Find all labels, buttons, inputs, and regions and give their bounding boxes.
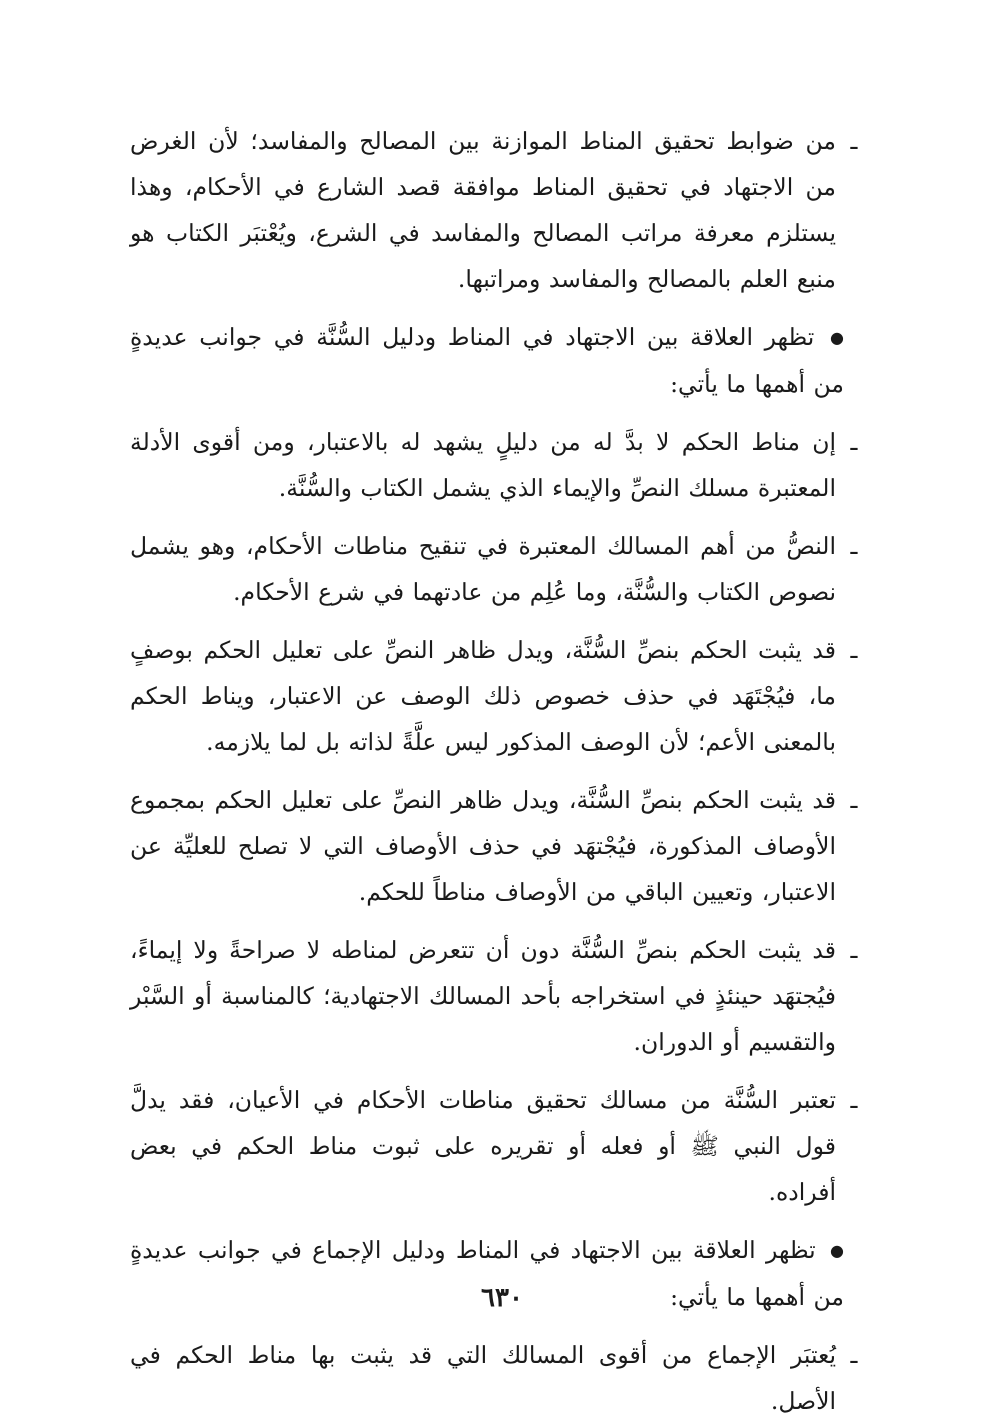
- paragraph-text: من ضوابط تحقيق المناط الموازنة بين المصالح والمفاسد؛ لأن الغرض من الاجتهاد في تحقيق المناط موافقة قصد الشارع في الأحكام، وهذا يستلزم معرفة مراتب المصالح والمفاسد في الشرع، ويُعْتبَر الكتاب هو منبع العلم بالمصالح والمفاسد ومراتبها.: [130, 127, 836, 293]
- dash-marker: ـ: [850, 532, 858, 560]
- page-number: ٦٣٠: [481, 1283, 523, 1313]
- list-item-consensus-strongest: [130, 1332, 866, 1424]
- bullet-marker: ●: [830, 1241, 844, 1260]
- paragraph-text: يُعتبَر الإجماع من أقوى المسالك التي قد يثبت بها مناط الحكم في الأصل.: [130, 1341, 836, 1415]
- dash-marker: ـ: [850, 428, 858, 456]
- paragraph-text: النصُّ من أهم المسالك المعتبرة في تنقيح مناطات الأحكام، وهو يشمل نصوص الكتاب والسُّنَّة، وما عُلِم من عادتهما في شرع الأحكام.: [130, 532, 836, 606]
- dash-marker: ـ: [850, 786, 858, 814]
- paragraph-text: تعتبر السُّنَّة من مسالك تحقيق مناطات الأحكام في الأعيان، فقد يدلَّ قول النبي ﷺ أو فعله أو تقريره على ثبوت مناط الحكم في بعض أفراده.: [130, 1086, 836, 1206]
- list-item-no-mention: [130, 927, 866, 1065]
- list-item-multiple-attributes: [130, 777, 866, 915]
- bullet-marker: ●: [830, 328, 844, 347]
- paragraph-text: إن مناط الحكم لا بدَّ له من دليلٍ يشهد له بالاعتبار، ومن أقوى الأدلة المعتبرة مسلك النصِّ والإيماء الذي يشمل الكتاب والسُّنَّة.: [130, 428, 836, 502]
- dash-marker: ـ: [850, 1086, 858, 1114]
- dash-marker: ـ: [850, 636, 858, 664]
- dash-marker: ـ: [850, 936, 858, 964]
- list-item-evidence: [130, 419, 866, 511]
- dash-marker: ـ: [850, 127, 858, 155]
- paragraph-text: تظهر العلاقة بين الاجتهاد في المناط ودليل السُّنَّة في جوانب عديدةٍ من أهمها ما يأتي:: [130, 323, 844, 398]
- list-item-balance: [130, 118, 866, 302]
- list-item-text-path: [130, 523, 866, 615]
- paragraph-text: قد يثبت الحكم بنصِّ السُّنَّة دون أن تتعرض لمناطه لا صراحةً ولا إيماءً، فيُجتهَد حينئذٍ في استخراجه بأحد المسالك الاجتهادية؛ كالمناسبة أو السَّبْر والتقسيم أو الدوران.: [130, 936, 836, 1056]
- paragraph-text: تظهر العلاقة بين الاجتهاد في المناط ودليل الإجماع في جوانب عديدةٍ من أهمها ما يأتي:: [130, 1236, 844, 1311]
- paragraph-text: قد يثبت الحكم بنصِّ السُّنَّة، ويدل ظاهر النصِّ على تعليل الحكم بوصفٍ ما، فيُجْتَهَد في حذف خصوص ذلك الوصف عن الاعتبار، ويناط الحكم بالمعنى الأعم؛ لأن الوصف المذكور ليس علَّةً لذاته بل لما يلازمه.: [130, 636, 836, 756]
- list-item-realization: [130, 1077, 866, 1215]
- paragraph-text: قد يثبت الحكم بنصِّ السُّنَّة، ويدل ظاهر النصِّ على تعليل الحكم بمجموع الأوصاف المذكورة، فيُجْتهَد في حذف الأوصاف التي لا تصلح للعليِّة عن الاعتبار، وتعيين الباقي من الأوصاف مناطاً للحكم.: [130, 786, 836, 906]
- list-item-single-attribute: [130, 627, 866, 765]
- bullet-paragraph-sunnah: [130, 314, 866, 407]
- dash-marker: ـ: [850, 1341, 858, 1369]
